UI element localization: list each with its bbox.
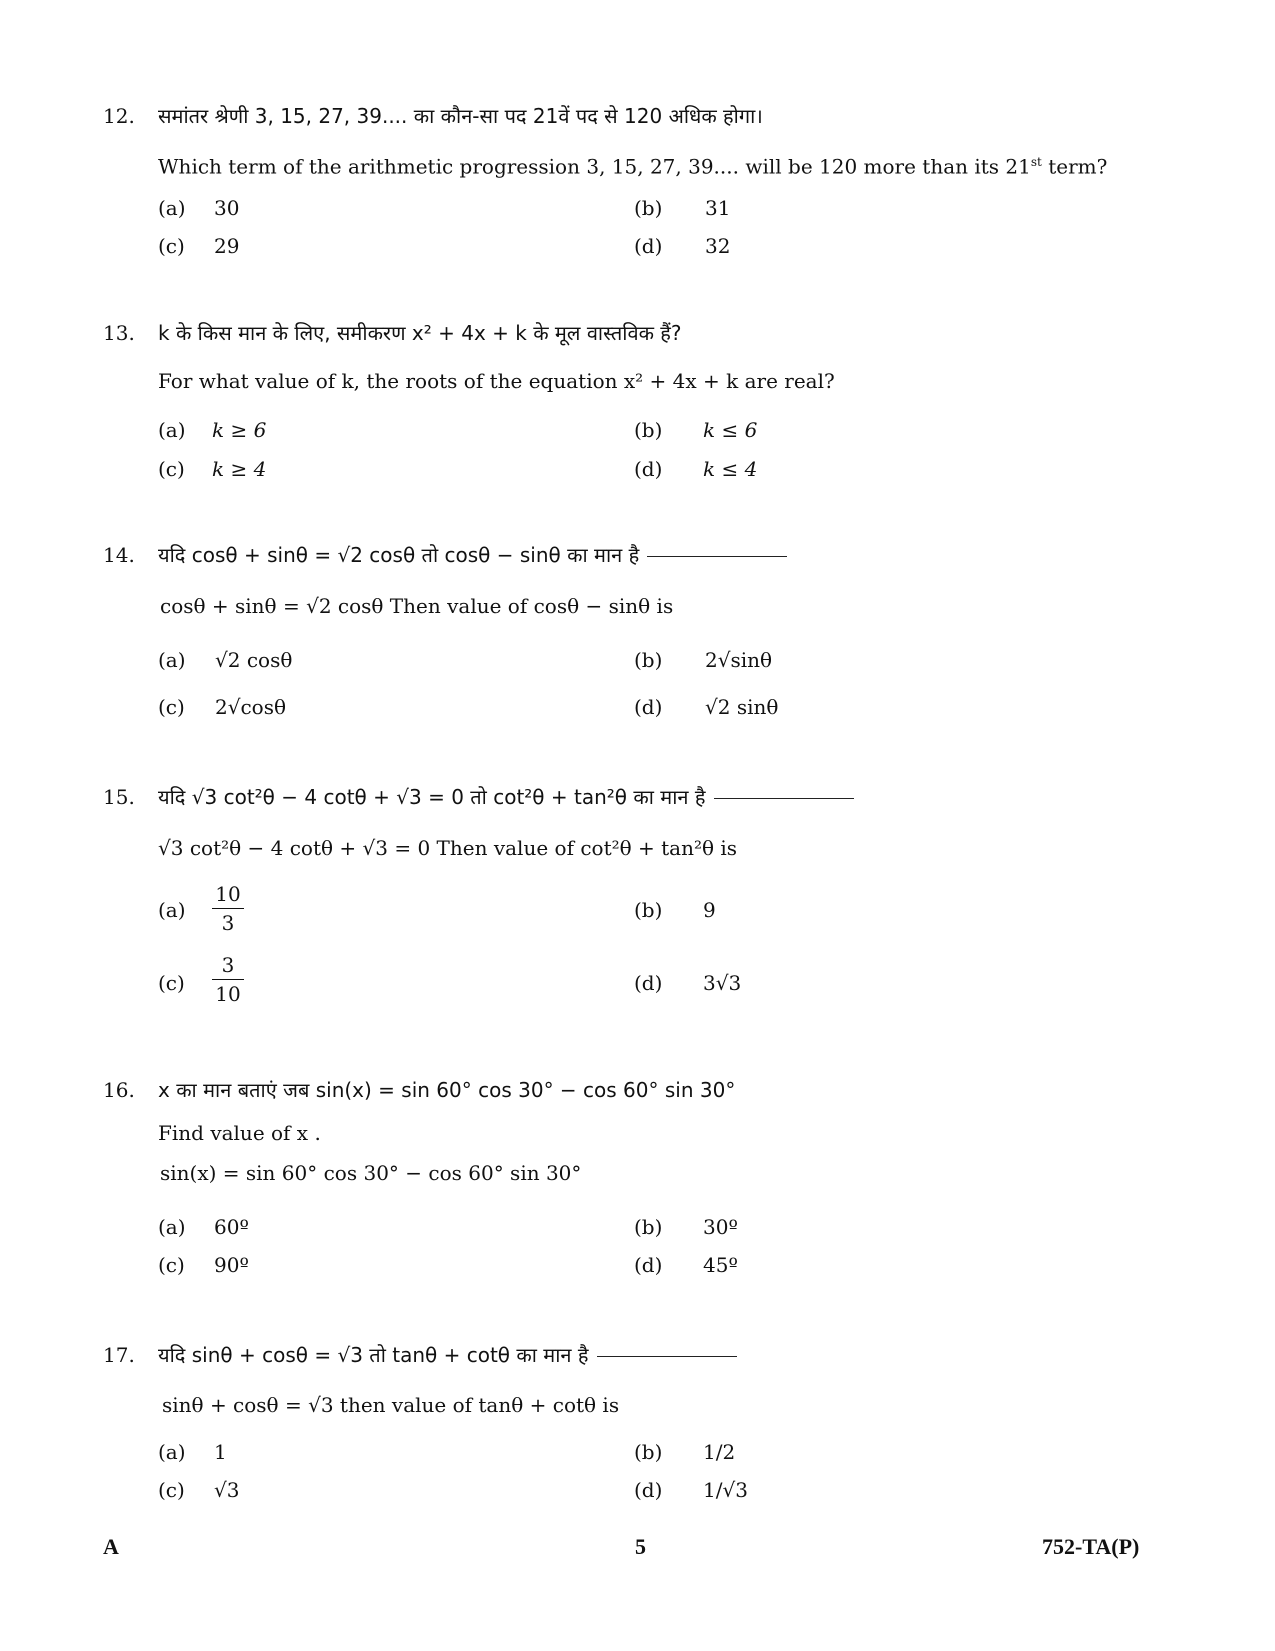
option-d-value: 32	[705, 234, 731, 258]
question-number: 16.	[103, 1078, 135, 1102]
option-a-value: 1	[214, 1440, 227, 1464]
answer-blank	[647, 556, 787, 557]
option-a-value: k ≥ 6	[212, 418, 267, 442]
option-b-label: (b)	[634, 418, 663, 442]
denominator: 10	[215, 982, 241, 1006]
option-b-label: (b)	[634, 648, 663, 672]
english-tail: term?	[1041, 154, 1108, 179]
hindi-text: यदि √3 cot²θ − 4 cotθ + √3 = 0 तो cot²θ + tan²θ का मान है	[158, 785, 706, 809]
option-a-label: (a)	[158, 1215, 186, 1239]
option-d-label: (d)	[634, 695, 663, 719]
option-d-value: 3√3	[703, 971, 742, 995]
question-number: 17.	[103, 1343, 135, 1367]
option-a-fraction	[212, 882, 244, 935]
option-b-value: 30º	[703, 1215, 738, 1239]
option-c-label: (c)	[158, 695, 185, 719]
option-a-label: (a)	[158, 418, 186, 442]
question-text-hindi	[158, 785, 854, 809]
question-text-english: sinθ + cosθ = √3 then value of tanθ + cotθ is	[162, 1393, 620, 1417]
answer-blank	[597, 1356, 737, 1357]
option-a-label: (a)	[158, 196, 186, 220]
option-b-value: 1/2	[703, 1440, 736, 1464]
option-a-label: (a)	[158, 1440, 186, 1464]
question-text-hindi	[158, 1343, 737, 1367]
option-d-label: (d)	[634, 1478, 663, 1502]
option-d-value: k ≤ 4	[703, 457, 758, 481]
question-number: 12.	[103, 104, 135, 128]
option-d-value: 1/√3	[703, 1478, 748, 1502]
option-c-value: 29	[214, 234, 240, 258]
hindi-text: यदि cosθ + sinθ = √2 cosθ तो cosθ − sinθ का मान है	[158, 543, 640, 567]
option-b-label: (b)	[634, 1440, 663, 1464]
option-a-value: 60º	[214, 1215, 249, 1239]
option-d-label: (d)	[634, 1253, 663, 1277]
option-d-label: (d)	[634, 457, 663, 481]
question-number: 13.	[103, 321, 135, 345]
question-text-hindi: k के किस मान के लिए, समीकरण x² + 4x + k के मूल वास्तविक हैं?	[158, 321, 682, 345]
option-a-value: 30	[214, 196, 240, 220]
option-c-label: (c)	[158, 234, 185, 258]
question-number: 14.	[103, 543, 135, 567]
option-a-label: (a)	[158, 648, 186, 672]
option-b-value: k ≤ 6	[703, 418, 758, 442]
option-d-value: √2 sinθ	[705, 695, 779, 719]
option-b-label: (b)	[634, 1215, 663, 1239]
question-text-english: Find value of x .	[158, 1121, 321, 1145]
option-c-value: 2√cosθ	[215, 695, 287, 719]
question-text-hindi	[158, 543, 787, 567]
option-c-value: √3	[214, 1478, 240, 1502]
footer-paper-code: 752-TA(P)	[1042, 1534, 1140, 1559]
option-c-label: (c)	[158, 457, 185, 481]
option-b-value: 9	[703, 898, 716, 922]
english-main: Which term of the arithmetic progression 3, 15, 27, 39.... will be 120 more than its 21	[158, 154, 1031, 179]
option-c-value: 90º	[214, 1253, 249, 1277]
option-b-label: (b)	[634, 196, 663, 220]
answer-blank	[714, 798, 854, 799]
question-text-english	[158, 150, 1107, 179]
question-text-english: √3 cot²θ − 4 cotθ + √3 = 0 Then value of cot²θ + tan²θ is	[158, 836, 738, 860]
footer-series-code: A	[103, 1534, 119, 1559]
question-text-hindi: x का मान बताएं जब sin(x) = sin 60° cos 30° − cos 60° sin 30°	[158, 1078, 736, 1102]
option-a-value: √2 cosθ	[215, 648, 293, 672]
option-c-label: (c)	[158, 971, 185, 995]
option-a-label: (a)	[158, 898, 186, 922]
superscript: st	[1030, 155, 1042, 169]
option-d-value: 45º	[703, 1253, 738, 1277]
question-number: 15.	[103, 785, 135, 809]
numerator: 10	[212, 882, 244, 909]
question-text-hindi: समांतर श्रेणी 3, 15, 27, 39.... का कौन-सा पद 21वें पद से 120 अधिक होगा।	[158, 104, 763, 128]
numerator: 3	[212, 953, 244, 980]
option-b-value: 31	[705, 196, 731, 220]
option-c-label: (c)	[158, 1253, 185, 1277]
question-text-english: For what value of k, the roots of the equation x² + 4x + k are real?	[158, 369, 835, 393]
option-c-fraction	[212, 953, 244, 1006]
question-text-english: cosθ + sinθ = √2 cosθ Then value of cosθ − sinθ is	[160, 594, 674, 618]
hindi-text: यदि sinθ + cosθ = √3 तो tanθ + cotθ का मान है	[158, 1343, 589, 1367]
option-d-label: (d)	[634, 971, 663, 995]
option-b-value: 2√sinθ	[705, 648, 773, 672]
option-b-label: (b)	[634, 898, 663, 922]
option-c-value: k ≥ 4	[212, 457, 267, 481]
question-equation: sin(x) = sin 60° cos 30° − cos 60° sin 30°	[160, 1161, 582, 1185]
option-d-label: (d)	[634, 234, 663, 258]
option-c-label: (c)	[158, 1478, 185, 1502]
footer-page-number: 5	[635, 1534, 646, 1559]
denominator: 3	[221, 911, 235, 935]
